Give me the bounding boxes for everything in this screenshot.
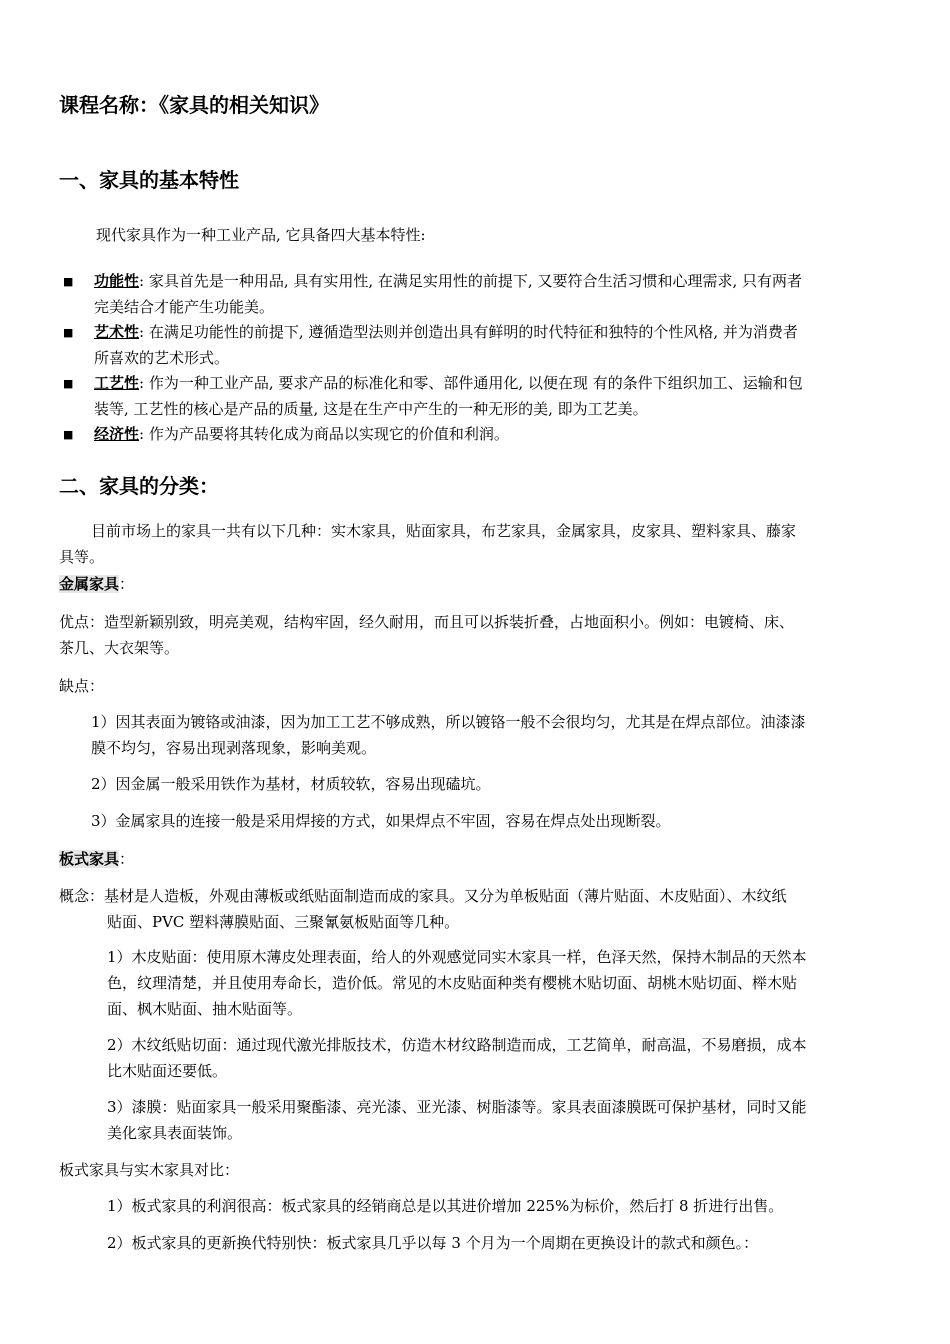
feature-text: 家具首先是一种用品, 具有实用性, 在满足实用性的前提下, 又要符合生活习惯和心理需求, 只有两者 [148, 272, 803, 290]
bullet-icon: ■ [63, 326, 74, 339]
panel-compare-label: 板式家具与实木家具对比： [59, 1161, 240, 1179]
metal-cons-item: 2）因金属一般采用铁作为基材，材质较软，容易出现磕坑。 [91, 775, 491, 793]
section-2-intro-cont: 具等。 [59, 548, 105, 566]
panel-compare-item: 2）板式家具的更新换代特别快：板式家具几乎以每 3 个月为一个周期在更换设计的款式和颜色。： [107, 1234, 759, 1252]
feature-text: 作为一种工业产品, 要求产品的标准化和零、部件通用化, 以便在现 有的条件下组织加工、运输和包 [148, 374, 803, 392]
panel-type-item-cont: 美化家具表面装饰。 [107, 1124, 243, 1142]
label-colon: ： [119, 575, 135, 593]
bullet-icon: ■ [63, 377, 74, 390]
feature-item-artistry [94, 319, 798, 345]
feature-text: 在满足功能性的前提下, 遵循造型法则并创造出具有鲜明的时代特征和独特的个性风格, 并为消费者 [148, 323, 798, 341]
bullet-icon: ■ [63, 428, 74, 441]
section-1-heading: 一、家具的基本特性 [59, 168, 239, 192]
feature-sep: : [139, 323, 145, 341]
feature-term: 工艺性 [94, 374, 140, 392]
feature-item-functionality [94, 268, 802, 294]
page-title: 课程名称：《家具的相关知识》 [59, 93, 329, 117]
bullet-icon: ■ [63, 275, 74, 288]
section-2-intro: 目前市场上的家具一共有以下几种：实木家具，贴面家具，布艺家具，金属家具，皮家具、塑料家具、藤家 [91, 522, 797, 540]
feature-term: 经济性 [94, 425, 140, 443]
panel-type-item-cont: 面、枫木贴面、抽木贴面等。 [107, 1000, 303, 1018]
section-1-intro: 现代家具作为一种工业产品, 它具备四大基本特性: [96, 226, 426, 244]
panel-compare-item: 1）板式家具的利润很高：板式家具的经销商总是以其进价增加 225%为标价，然后打 8 折进行出售。 [107, 1197, 784, 1215]
feature-term: 艺术性 [94, 323, 140, 341]
metal-cons-item-cont: 膜不均匀，容易出现剥落现象，影响美观。 [91, 739, 377, 757]
feature-sep: : [139, 425, 145, 443]
metal-pros-cont: 茶几、大衣架等。 [59, 639, 180, 657]
panel-type-item: 3）漆膜：贴面家具一般采用聚酯漆、亮光漆、亚光漆、树脂漆等。家具表面漆膜既可保护基材，同时又能 [107, 1098, 807, 1116]
metal-furniture-term: 金属家具 [59, 575, 120, 593]
feature-item-economy [94, 421, 509, 447]
panel-type-item-cont: 色，纹理清楚，并且使用寿命长，造价低。常见的木皮贴面种类有樱桃木贴切面、胡桃木贴切面、榉木贴 [107, 974, 798, 992]
panel-type-item: 1）木皮贴面：使用原木薄皮处理表面，给人的外观感觉同实木家具一样，色泽天然，保持木制品的天然本 [107, 948, 807, 966]
panel-concept-cont: 贴面、PVC 塑料薄膜贴面、三聚氰氨板贴面等几种。 [107, 913, 460, 931]
feature-text-cont: 所喜欢的艺术形式。 [94, 349, 230, 367]
feature-sep: : [139, 272, 145, 290]
feature-sep: : [139, 374, 145, 392]
metal-cons-label: 缺点： [59, 677, 105, 695]
label-colon: ： [119, 850, 135, 868]
metal-cons-item: 1）因其表面为镀铬或油漆，因为加工工艺不够成熟，所以镀铬一般不会很均匀，尤其是在焊点部位。油漆漆 [91, 713, 806, 731]
panel-concept: 概念：基材是人造板，外观由薄板或纸贴面制造而成的家具。又分为单板贴面（薄片贴面、木皮贴面）、木纹纸 [59, 887, 787, 905]
feature-item-craftsmanship [94, 370, 803, 396]
feature-text: 作为产品要将其转化成为商品以实现它的价值和利润。 [148, 425, 509, 443]
panel-type-item-cont: 比木贴面还要低。 [107, 1062, 228, 1080]
metal-furniture-label [59, 571, 134, 597]
panel-type-item: 2）木纹纸贴切面：通过现代激光排版技术，仿造木材纹路制造而成，工艺简单，耐高温，不易磨损，成本 [107, 1036, 807, 1054]
panel-furniture-label [59, 846, 134, 872]
feature-text-cont: 完美结合才能产生功能美。 [94, 298, 275, 316]
section-2-heading: 二、家具的分类： [59, 474, 219, 498]
feature-text-cont: 装等, 工艺性的核心是产品的质量, 这是在生产中产生的一种无形的美, 即为工艺美。 [94, 400, 648, 418]
metal-cons-item: 3）金属家具的连接一般是采用焊接的方式，如果焊点不牢固，容易在焊点处出现断裂。 [91, 812, 671, 830]
panel-furniture-term: 板式家具 [59, 850, 120, 868]
metal-pros: 优点：造型新颖别致，明亮美观，结构牢固，经久耐用，而且可以拆装折叠，占地面积小。例如：电镀椅、床、 [59, 613, 795, 631]
feature-term: 功能性 [94, 272, 140, 290]
